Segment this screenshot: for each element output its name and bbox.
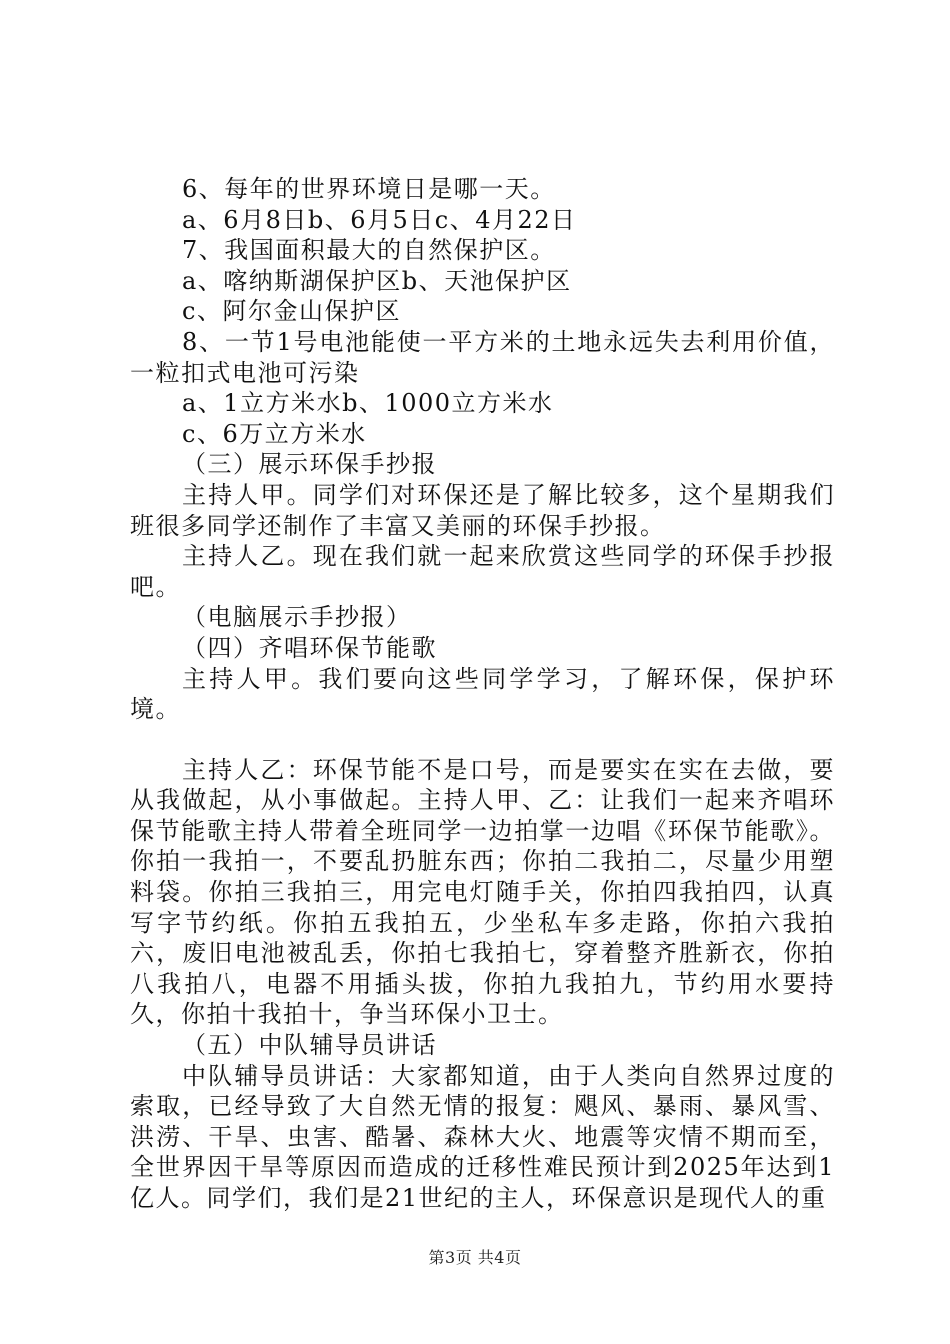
- section-heading-5: （五）中队辅导员讲话: [182, 1031, 437, 1060]
- question-8-option-c: c、6万立方米水: [182, 419, 367, 448]
- question-6: 6、每年的世界环境日是哪一天。: [182, 175, 556, 203]
- page-footer: 第3页 共4页: [428, 1248, 522, 1267]
- question-7: 7、我国面积最大的自然保护区。: [182, 236, 556, 265]
- host-a-speech-2: 主持人甲。我们要向这些同学学习，了解环保，保护环境。: [130, 664, 835, 724]
- question-7-options-ab: a、喀纳斯湖保护区b、天池保护区: [182, 266, 572, 295]
- section-heading-3: （三）展示环保手抄报: [182, 450, 437, 479]
- host-a-speech-1: 主持人甲。同学们对环保还是了解比较多，这个星期我们班很多同学还制作了丰富又美丽的环保手抄报。: [130, 480, 835, 540]
- question-6-options: a、6月8日b、6月5日c、4月22日: [182, 205, 577, 234]
- document-body: [130, 174, 835, 1214]
- stage-note: （电脑展示手抄报）: [182, 603, 412, 632]
- question-8-options-ab: a、1立方米水b、1000立方米水: [182, 389, 554, 418]
- host-b-speech-2: 主持人乙：环保节能不是口号，而是要实在实在去做，要从我做起，从小事做起。主持人甲、乙：让我们一起来齐唱环保节能歌主持人带着全班同学一边拍掌一边唱《环保节能歌》。你拍一我拍一，不要乱扔脏东西；你拍二我拍二，尽量少用塑料袋。你拍三我拍三，用完电灯随手关，你拍四我拍四，认真写字节约纸。你拍五我拍五，少坐私车多走路，你拍六我拍六，废旧电池被乱丢，你拍七我拍七，穿着整齐胜新衣，你拍八我拍八，电器不用插头拔，你拍九我拍九，节约用水要持久，你拍十我拍十，争当环保小卫士。: [130, 755, 835, 1029]
- counselor-speech: 中队辅导员讲话：大家都知道，由于人类向自然界过度的索取，已经导致了大自然无情的报复：飓风、暴雨、暴风雪、洪涝、干旱、虫害、酷暑、森林大火、地震等灾情不期而至，全世界因干旱等原因而造成的迁移性难民预计到2025年达到1亿人。同学们，我们是21世纪的主人，环保意识是现代人的重: [130, 1061, 835, 1212]
- host-b-speech-1: 主持人乙。现在我们就一起来欣赏这些同学的环保手抄报吧。: [130, 542, 835, 601]
- paragraph-gap: [130, 725, 835, 755]
- section-heading-4: （四）齐唱环保节能歌: [182, 633, 437, 662]
- question-8: 8、一节1号电池能使一平方米的土地永远失去利用价值，一粒扣式电池可污染: [130, 327, 835, 387]
- question-7-option-c: c、阿尔金山保护区: [182, 297, 401, 326]
